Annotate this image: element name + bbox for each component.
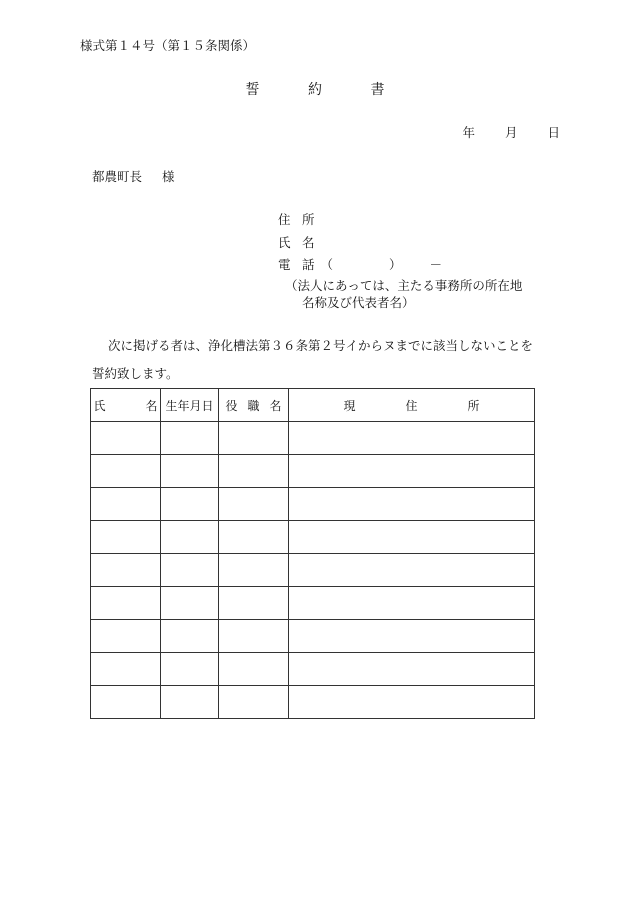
address-label-2: 所 [302,212,315,227]
applicant-note-line2: 名称及び代表者名） [302,295,415,310]
applicant-note-line1: （法人にあっては、主たる事務所の所在地 [285,278,523,293]
address-label-1: 住 [278,212,291,227]
addressee-honorific: 様 [162,169,175,184]
cell-address[interactable] [289,422,535,455]
phone-dash: － [429,257,443,272]
cell-position[interactable] [219,455,289,488]
header-address-1: 現 [343,398,356,413]
phone-label-1: 電 [278,257,291,272]
cell-name[interactable] [91,521,161,554]
document-title [0,79,630,99]
table-row [91,488,535,521]
title-char-3: 書 [370,82,385,98]
table-row [91,587,535,620]
cell-address[interactable] [289,521,535,554]
cell-address[interactable] [289,488,535,521]
phone-paren-open: （ [320,257,334,272]
cell-name[interactable] [91,455,161,488]
cell-birthdate[interactable] [161,488,219,521]
cell-birthdate[interactable] [161,620,219,653]
cell-position[interactable] [219,521,289,554]
header-birthdate: 生年月日 [161,389,219,422]
table-row [91,554,535,587]
date-year: 年 [462,125,475,140]
title-char-2: 約 [308,82,322,98]
cell-address[interactable] [289,455,535,488]
table-row [91,521,535,554]
addressee-name: 都農町長 [92,169,143,184]
cell-name[interactable] [91,488,161,521]
table-row [91,620,535,653]
cell-position[interactable] [219,422,289,455]
title-char-1: 誓 [245,82,260,98]
name-label-1: 氏 [278,235,291,250]
applicant-name-row [278,233,315,251]
applicant-phone-row [278,255,442,273]
header-position-2: 職 [247,398,260,413]
header-name-1: 氏 [93,398,106,413]
phone-paren-close: ） [389,257,402,272]
cell-birthdate[interactable] [161,686,219,719]
header-name [91,389,161,422]
cell-position[interactable] [219,686,289,719]
cell-address[interactable] [289,587,535,620]
cell-address[interactable] [289,620,535,653]
pledge-text-line1: 次に掲げる者は、浄化槽法第３６条第２号イからヌまでに該当しないことを [108,338,534,353]
table-header-row [91,389,535,422]
date-day: 日 [547,125,560,140]
header-address-2: 住 [405,398,418,413]
cell-position[interactable] [219,653,289,686]
addressee [92,167,175,185]
cell-name[interactable] [91,587,161,620]
cell-name[interactable] [91,653,161,686]
cell-name[interactable] [91,686,161,719]
cell-birthdate[interactable] [161,455,219,488]
pledge-text-line2: 誓約致します。 [92,366,179,381]
cell-birthdate[interactable] [161,587,219,620]
table-row [91,422,535,455]
form-number: 様式第１４号（第１５条関係） [80,38,256,53]
name-label-2: 名 [302,235,315,250]
header-position-1: 役 [225,398,238,413]
table-row [91,455,535,488]
phone-label-2: 話 [302,257,315,272]
cell-address[interactable] [289,686,535,719]
cell-birthdate[interactable] [161,653,219,686]
cell-position[interactable] [219,587,289,620]
header-position-3: 名 [269,398,282,413]
cell-name[interactable] [91,422,161,455]
header-name-2: 名 [145,398,158,413]
applicant-address-row [278,210,315,228]
cell-position[interactable] [219,620,289,653]
cell-name[interactable] [91,554,161,587]
table-row [91,686,535,719]
cell-address[interactable] [289,653,535,686]
date-line [436,123,560,141]
cell-birthdate[interactable] [161,554,219,587]
date-month: 月 [504,125,518,140]
cell-position[interactable] [219,554,289,587]
cell-birthdate[interactable] [161,422,219,455]
header-current-address [289,389,535,422]
header-position [219,389,289,422]
table-row [91,653,535,686]
cell-birthdate[interactable] [161,521,219,554]
pledge-roster-table [90,388,535,719]
cell-position[interactable] [219,488,289,521]
cell-address[interactable] [289,554,535,587]
header-address-3: 所 [467,398,480,413]
cell-name[interactable] [91,620,161,653]
